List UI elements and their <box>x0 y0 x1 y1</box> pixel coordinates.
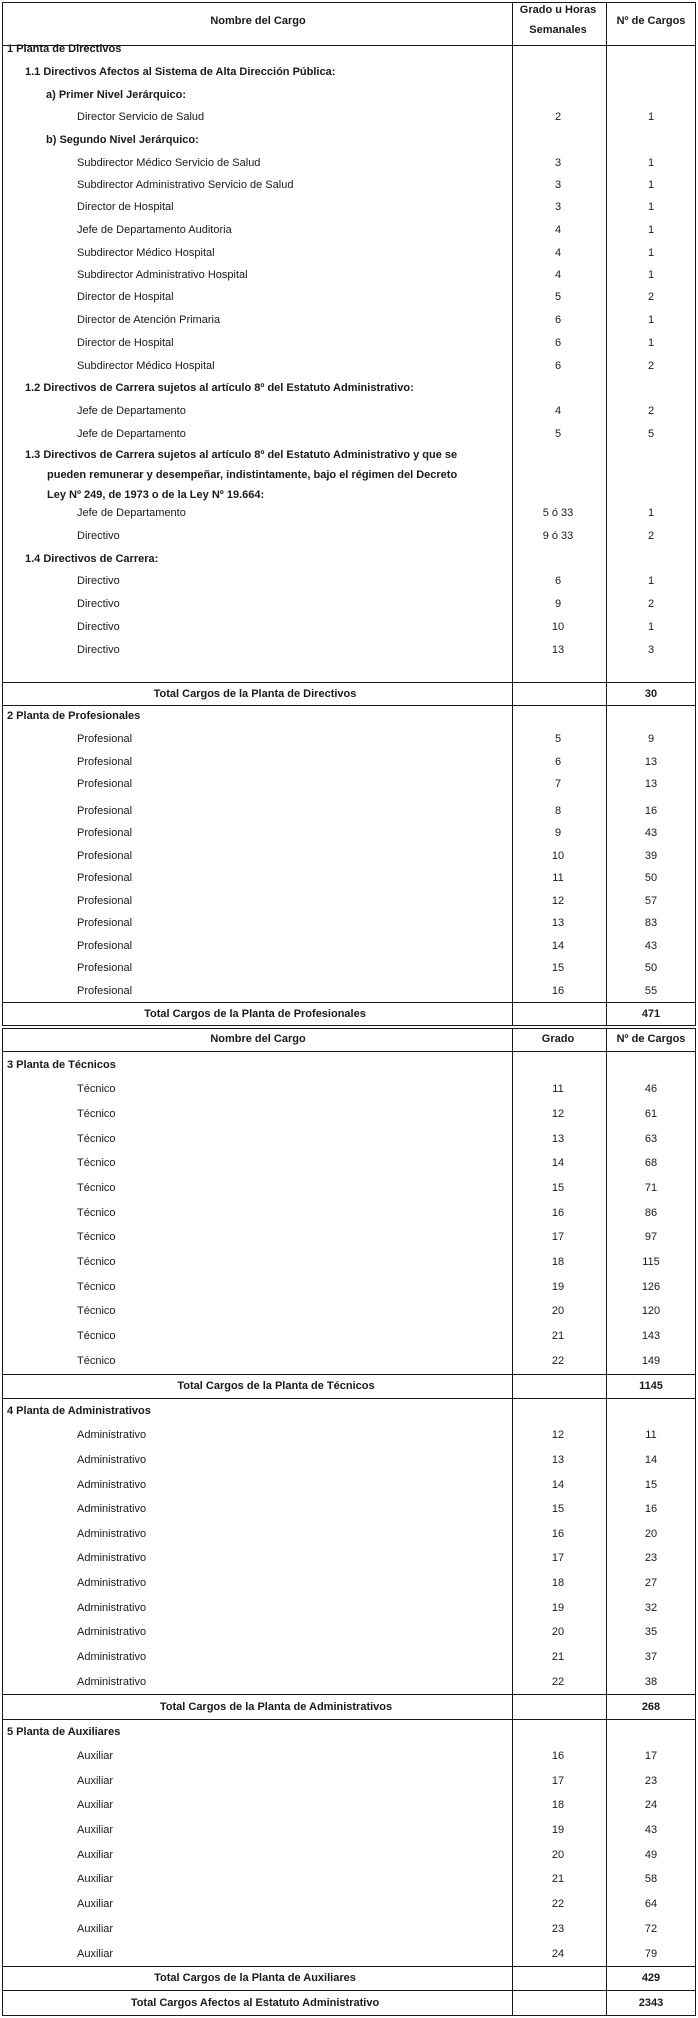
cargo-grado: 15 <box>551 1503 565 1515</box>
cargo-grado: 16 <box>551 1207 565 1219</box>
cargo-name: Técnico <box>77 1182 116 1194</box>
cargo-count: 83 <box>644 917 658 929</box>
cargo-count: 2 <box>647 360 655 372</box>
header-grado-horas: Grado u Horas <box>519 4 597 16</box>
cargo-name: Directivo <box>77 644 120 656</box>
cargo-grado: 13 <box>551 1133 565 1145</box>
row-divider <box>2 1398 696 1399</box>
cargo-count: 1 <box>647 247 655 259</box>
cargo-count: 43 <box>644 827 658 839</box>
cargo-name: Técnico <box>77 1108 116 1120</box>
cargo-count: 46 <box>644 1083 658 1095</box>
cargo-name: Profesional <box>77 778 133 790</box>
cargo-name: Profesional <box>77 805 133 817</box>
block-bottom-border <box>2 1025 696 1026</box>
cargo-name: Técnico <box>77 1281 116 1293</box>
cargo-count: 35 <box>644 1626 658 1638</box>
cargo-grado: 17 <box>551 1552 565 1564</box>
cargo-count: 2 <box>647 598 655 610</box>
cargo-grado: 4 <box>554 269 562 281</box>
cargo-name: Auxiliar <box>77 1923 114 1935</box>
cargo-name: Auxiliar <box>77 1799 114 1811</box>
cargo-name: Técnico <box>77 1305 116 1317</box>
cargo-name: Jefe de Departamento <box>77 405 186 417</box>
cargo-name: Profesional <box>77 895 133 907</box>
cargo-name: Auxiliar <box>77 1824 114 1836</box>
cargo-grado: 9 <box>554 827 562 839</box>
cargo-name: Técnico <box>77 1207 116 1219</box>
cargo-grado: 19 <box>551 1281 565 1293</box>
cargo-grado: 4 <box>554 247 562 259</box>
cargo-name: Profesional <box>77 756 133 768</box>
cargo-grado: 8 <box>554 805 562 817</box>
cargo-count: 57 <box>644 895 658 907</box>
cargo-name: Administrativo <box>77 1454 147 1466</box>
subsection-heading: 1.1 Directivos Afectos al Sistema de Alta Dirección Pública: <box>25 66 336 78</box>
cargo-count: 97 <box>644 1231 658 1243</box>
cargo-count: 2 <box>647 291 655 303</box>
table-left-border <box>2 2 3 1026</box>
table-right-border <box>695 2 696 1026</box>
row-divider <box>2 705 696 706</box>
cargo-grado: 19 <box>551 1824 565 1836</box>
cargo-name: Subdirector Administrativo Servicio de Salud <box>77 179 294 191</box>
cargo-grado: 3 <box>554 201 562 213</box>
column-divider <box>512 1028 513 2016</box>
row-divider <box>2 1002 696 1003</box>
cargo-grado: 21 <box>551 1873 565 1885</box>
cargo-count: 63 <box>644 1133 658 1145</box>
cargo-grado: 10 <box>551 621 565 633</box>
header-nombre-del-cargo: Nombre del Cargo <box>210 1033 306 1045</box>
cargo-name: Técnico <box>77 1083 116 1095</box>
cargo-count: 120 <box>641 1305 661 1317</box>
cargo-grado: 6 <box>554 360 562 372</box>
cargo-name: Técnico <box>77 1157 116 1169</box>
total-label-administrativos: Total Cargos de la Planta de Administrativos <box>159 1701 393 1713</box>
cargo-count: 2 <box>647 530 655 542</box>
cargo-name: Profesional <box>77 827 133 839</box>
cargo-count: 24 <box>644 1799 658 1811</box>
cargo-count: 61 <box>644 1108 658 1120</box>
subsection-heading: 1.2 Directivos de Carrera sujetos al artículo 8º del Estatuto Administrativo: <box>25 382 414 394</box>
cargo-name: Administrativo <box>77 1626 147 1638</box>
cargo-grado: 6 <box>554 756 562 768</box>
cargo-name: Jefe de Departamento <box>77 507 186 519</box>
cargo-grado: 20 <box>551 1849 565 1861</box>
cargo-name: Profesional <box>77 962 133 974</box>
cargo-count: 32 <box>644 1602 658 1614</box>
cargo-name: Auxiliar <box>77 1849 114 1861</box>
cargo-name: Auxiliar <box>77 1750 114 1762</box>
cargo-name: Técnico <box>77 1133 116 1145</box>
header-grado: Grado <box>541 1033 575 1045</box>
cargo-name: Técnico <box>77 1256 116 1268</box>
cargo-count: 43 <box>644 1824 658 1836</box>
cargo-grado: 12 <box>551 1108 565 1120</box>
cargo-count: 1 <box>647 337 655 349</box>
total-label-auxiliares: Total Cargos de la Planta de Auxiliares <box>154 1972 356 1984</box>
cargo-name: Subdirector Administrativo Hospital <box>77 269 248 281</box>
cargo-count: 58 <box>644 1873 658 1885</box>
cargo-grado: 5 <box>554 291 562 303</box>
cargo-name: Subdirector Médico Hospital <box>77 247 215 259</box>
subsection-heading: b) Segundo Nivel Jerárquico: <box>46 134 199 146</box>
cargo-name: Jefe de Departamento Auditoria <box>77 224 232 236</box>
cargo-grado: 16 <box>551 1750 565 1762</box>
row-divider <box>2 1694 696 1695</box>
cargo-name: Director Servicio de Salud <box>77 111 205 123</box>
cargo-name: Técnico <box>77 1355 116 1367</box>
cargo-name: Director de Atención Primaria <box>77 314 221 326</box>
cargo-grado: 5 ó 33 <box>542 507 574 519</box>
cargo-count: 15 <box>644 1479 658 1491</box>
cargo-name: Técnico <box>77 1231 116 1243</box>
cargo-count: 13 <box>644 756 658 768</box>
section-title-directivos: 1 Planta de Directivos <box>7 43 122 55</box>
cargo-grado: 22 <box>551 1355 565 1367</box>
cargo-grado: 11 <box>552 1083 564 1095</box>
cargo-count: 27 <box>644 1577 658 1589</box>
cargo-name: Jefe de Departamento <box>77 428 186 440</box>
cargo-grado: 6 <box>554 337 562 349</box>
cargo-grado: 12 <box>551 1429 565 1441</box>
cargo-name: Administrativo <box>77 1528 147 1540</box>
cargo-grado: 7 <box>554 778 562 790</box>
cargo-count: 11 <box>645 1429 657 1441</box>
cargo-count: 16 <box>644 1503 658 1515</box>
header-n-cargos: Nº de Cargos <box>616 15 686 27</box>
cargo-grado: 3 <box>554 157 562 169</box>
cargo-grado: 16 <box>551 985 565 997</box>
row-divider <box>2 1966 696 1967</box>
cargo-grado: 16 <box>551 1528 565 1540</box>
cargo-name: Auxiliar <box>77 1873 114 1885</box>
section-title-auxiliares: 5 Planta de Auxiliares <box>7 1726 121 1738</box>
cargo-count: 50 <box>644 962 658 974</box>
table-right-border <box>695 1028 696 2016</box>
cargo-name: Profesional <box>77 850 133 862</box>
cargo-name: Auxiliar <box>77 1898 114 1910</box>
cargo-count: 115 <box>642 1256 660 1268</box>
cargo-count: 1 <box>647 269 655 281</box>
cargo-grado: 18 <box>551 1799 565 1811</box>
cargo-grado: 4 <box>554 224 562 236</box>
cargo-count: 2 <box>647 405 655 417</box>
total-value-administrativos: 268 <box>641 1701 661 1713</box>
cargo-grado: 13 <box>551 917 565 929</box>
cargo-grado: 24 <box>551 1948 565 1960</box>
cargo-grado: 10 <box>551 850 565 862</box>
cargo-grado: 17 <box>551 1775 565 1787</box>
cargo-count: 23 <box>644 1775 658 1787</box>
cargo-name: Administrativo <box>77 1602 147 1614</box>
cargo-grado: 6 <box>554 314 562 326</box>
cargo-grado: 13 <box>551 1454 565 1466</box>
cargo-grado: 6 <box>554 575 562 587</box>
cargo-name: Administrativo <box>77 1503 147 1515</box>
cargo-name: Administrativo <box>77 1429 147 1441</box>
cargo-count: 68 <box>644 1157 658 1169</box>
cargo-count: 16 <box>644 805 658 817</box>
cargo-name: Administrativo <box>77 1479 147 1491</box>
cargo-grado: 9 ó 33 <box>542 530 574 542</box>
cargo-name: Directivo <box>77 598 120 610</box>
cargo-grado: 5 <box>554 428 562 440</box>
cargo-grado: 21 <box>551 1330 565 1342</box>
cargo-count: 17 <box>644 1750 658 1762</box>
cargo-count: 143 <box>641 1330 661 1342</box>
total-value-directivos: 30 <box>644 688 658 700</box>
cargo-count: 149 <box>641 1355 661 1367</box>
cargo-count: 49 <box>644 1849 658 1861</box>
cargo-count: 38 <box>644 1676 658 1688</box>
column-divider <box>606 2 607 1026</box>
cargo-count: 13 <box>644 778 658 790</box>
total-value-profesionales: 471 <box>641 1008 661 1020</box>
cargo-name: Administrativo <box>77 1651 147 1663</box>
cargo-grado: 5 <box>554 733 562 745</box>
row-divider <box>2 1990 696 1991</box>
cargo-name: Profesional <box>77 985 133 997</box>
cargo-name: Directivo <box>77 575 120 587</box>
cargo-name: Auxiliar <box>77 1775 114 1787</box>
cargo-grado: 23 <box>551 1923 565 1935</box>
table-top-border <box>2 1028 696 1029</box>
cargo-name: Técnico <box>77 1330 116 1342</box>
table-bottom-border <box>2 2015 696 2016</box>
cargo-count: 1 <box>647 575 655 587</box>
cargo-name: Profesional <box>77 733 133 745</box>
table-left-border <box>2 1028 3 2016</box>
header-bottom-border <box>2 1051 696 1052</box>
cargo-grado: 22 <box>551 1676 565 1688</box>
cargo-grado: 21 <box>551 1651 565 1663</box>
subsection-heading: a) Primer Nivel Jerárquico: <box>46 89 187 101</box>
cargo-grado: 2 <box>554 111 562 123</box>
row-divider <box>2 1374 696 1375</box>
subsection-heading: 1.3 Directivos de Carrera sujetos al artículo 8º del Estatuto Administrativo y que se <box>25 449 458 461</box>
cargo-name: Administrativo <box>77 1552 147 1564</box>
cargo-name: Directivo <box>77 530 120 542</box>
cargo-grado: 3 <box>554 179 562 191</box>
subsection-heading: Ley Nº 249, de 1973 o de la Ley Nº 19.664: <box>47 489 265 501</box>
section-title-profesionales: 2 Planta de Profesionales <box>7 710 141 722</box>
cargo-grado: 14 <box>551 1479 565 1491</box>
cargo-grado: 13 <box>551 644 565 656</box>
cargo-grado: 14 <box>551 940 565 952</box>
cargo-name: Auxiliar <box>77 1948 114 1960</box>
cargo-grado: 20 <box>551 1305 565 1317</box>
cargo-count: 86 <box>644 1207 658 1219</box>
cargo-count: 64 <box>644 1898 658 1910</box>
cargo-count: 39 <box>644 850 658 862</box>
cargo-grado: 14 <box>551 1157 565 1169</box>
cargo-grado: 20 <box>551 1626 565 1638</box>
grand-total-value: 2343 <box>638 1997 664 2009</box>
total-label-profesionales: Total Cargos de la Planta de Profesionales <box>144 1008 366 1020</box>
header-semanales: Semanales <box>529 24 587 36</box>
section-title-tecnicos: 3 Planta de Técnicos <box>7 1059 116 1071</box>
cargo-grado: 15 <box>551 962 565 974</box>
cargo-count: 1 <box>647 224 655 236</box>
cargo-count: 1 <box>647 201 655 213</box>
cargo-count: 1 <box>647 621 655 633</box>
cargo-name: Profesional <box>77 917 133 929</box>
cargo-name: Directivo <box>77 621 120 633</box>
cargo-count: 23 <box>644 1552 658 1564</box>
cargo-name: Director de Hospital <box>77 201 174 213</box>
cargo-count: 1 <box>647 111 655 123</box>
row-divider <box>2 682 696 683</box>
cargo-count: 3 <box>647 644 655 656</box>
cargo-grado: 19 <box>551 1602 565 1614</box>
cargo-name: Subdirector Médico Hospital <box>77 360 215 372</box>
cargo-name: Director de Hospital <box>77 291 174 303</box>
section-title-administrativos: 4 Planta de Administrativos <box>7 1405 151 1417</box>
cargo-count: 43 <box>644 940 658 952</box>
total-label-tecnicos: Total Cargos de la Planta de Técnicos <box>177 1380 375 1392</box>
subsection-heading: pueden remunerar y desempeñar, indistintamente, bajo el régimen del Decreto <box>47 469 458 481</box>
cargo-grado: 4 <box>554 405 562 417</box>
cargo-count: 79 <box>644 1948 658 1960</box>
cargo-name: Profesional <box>77 872 133 884</box>
cargo-count: 126 <box>641 1281 661 1293</box>
column-divider <box>606 1028 607 2016</box>
cargo-count: 20 <box>644 1528 658 1540</box>
cargo-grado: 15 <box>551 1182 565 1194</box>
cargo-name: Subdirector Médico Servicio de Salud <box>77 157 261 169</box>
cargo-count: 1 <box>647 179 655 191</box>
cargo-count: 71 <box>644 1182 658 1194</box>
column-divider <box>512 2 513 1026</box>
cargo-name: Profesional <box>77 940 133 952</box>
grand-total-label: Total Cargos Afectos al Estatuto Administrativo <box>130 1997 380 2009</box>
total-label-directivos: Total Cargos de la Planta de Directivos <box>153 688 357 700</box>
cargo-count: 72 <box>644 1923 658 1935</box>
cargo-grado: 12 <box>551 895 565 907</box>
header-n-cargos: Nº de Cargos <box>616 1033 686 1045</box>
cargo-name: Administrativo <box>77 1577 147 1589</box>
cargo-count: 37 <box>644 1651 658 1663</box>
cargo-grado: 11 <box>552 872 564 884</box>
cargo-count: 1 <box>647 507 655 519</box>
cargo-grado: 9 <box>554 598 562 610</box>
cargo-grado: 17 <box>551 1231 565 1243</box>
cargo-count: 1 <box>647 314 655 326</box>
cargo-count: 1 <box>647 157 655 169</box>
cargo-count: 5 <box>647 428 655 440</box>
row-divider <box>2 1719 696 1720</box>
cargo-grado: 18 <box>551 1577 565 1589</box>
cargo-count: 9 <box>647 733 655 745</box>
cargo-count: 55 <box>644 985 658 997</box>
cargo-count: 14 <box>644 1454 658 1466</box>
total-value-auxiliares: 429 <box>641 1972 661 1984</box>
total-value-tecnicos: 1145 <box>639 1380 663 1392</box>
header-nombre-del-cargo: Nombre del Cargo <box>210 15 306 27</box>
subsection-heading: 1.4 Directivos de Carrera: <box>25 553 159 565</box>
cargo-name: Administrativo <box>77 1676 147 1688</box>
cargo-count: 50 <box>644 872 658 884</box>
cargo-grado: 22 <box>551 1898 565 1910</box>
cargo-grado: 18 <box>551 1256 565 1268</box>
cargo-name: Director de Hospital <box>77 337 174 349</box>
